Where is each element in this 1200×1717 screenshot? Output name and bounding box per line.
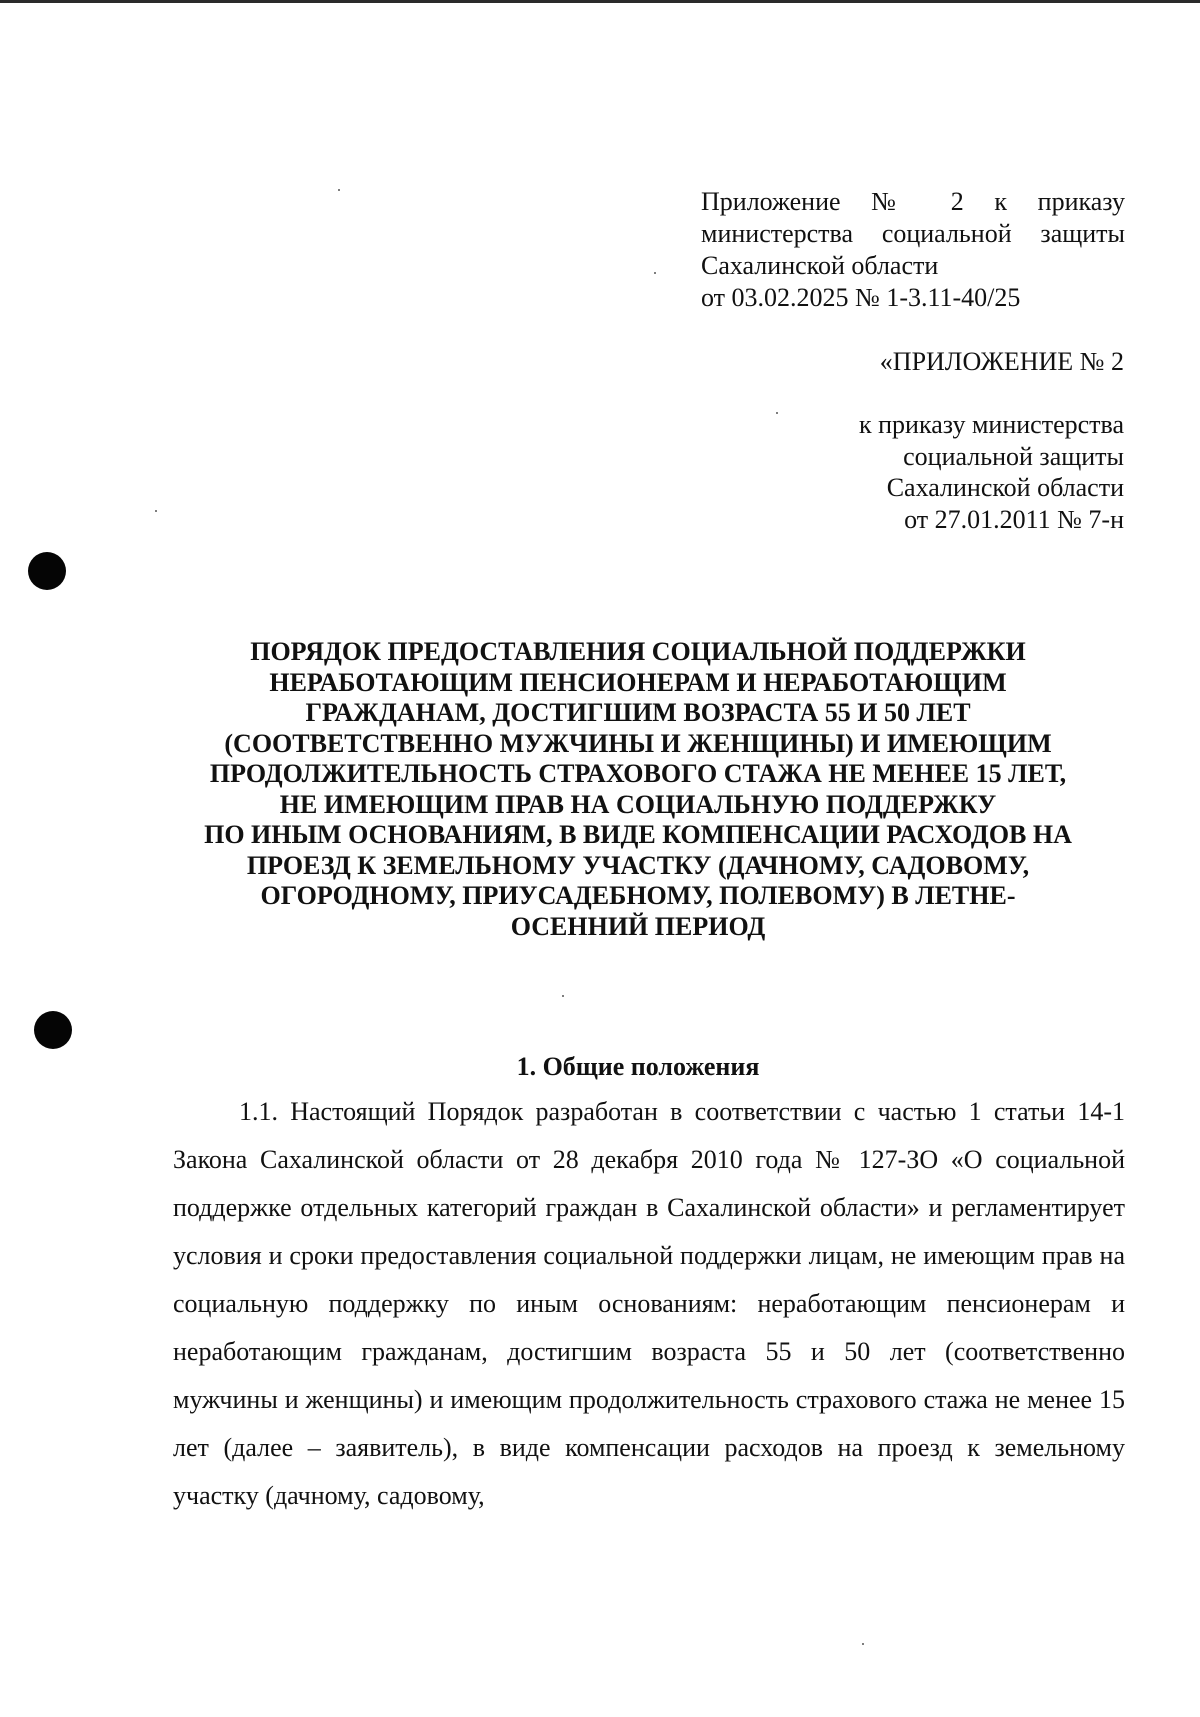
title-line: ПО ИНЫМ ОСНОВАНИЯМ, В ВИДЕ КОМПЕНСАЦИИ РАСХОДОВ НА — [204, 820, 1072, 849]
punch-hole-lower — [34, 1011, 72, 1049]
title-line: ПОРЯДОК ПРЕДОСТАВЛЕНИЯ СОЦИАЛЬНОЙ ПОДДЕРЖКИ — [250, 637, 1026, 666]
section-heading: 1. Общие положения — [516, 1052, 760, 1081]
document-title — [170, 637, 1106, 942]
body-paragraph: 1.1. Настоящий Порядок разработан в соответствии с частью 1 статьи 14-1 Закона Сахалинской области от 28 декабря 2010 года № 127-ЗО «О социальной поддержке отдельных категорий граждан в Сахалинской области» и регламентирует условия и сроки предоставления социальной поддержки лицам, не имеющим прав на социальную поддержку по иным основаниям: неработающим пенсионерам и неработающим гражданам, достигшим возраста 55 и 50 лет (соответственно мужчины и женщины) и имеющим продолжительность страхового стажа не менее 15 лет (далее – заявитель), в виде компенсации расходов на проезд к земельному участку (дачному, садовому, — [173, 1097, 1125, 1510]
scan-speck — [338, 189, 340, 191]
title-line: ОСЕННИЙ ПЕРИОД — [510, 911, 766, 941]
scan-speck — [862, 1643, 864, 1645]
title-line: НЕ ИМЕЮЩИМ ПРАВ НА СОЦИАЛЬНУЮ ПОДДЕРЖКУ — [279, 789, 997, 819]
appendix-line: Сахалинской области — [886, 473, 1124, 502]
approval-line: Сахалинской области — [701, 251, 939, 280]
title-line: (СООТВЕТСТВЕННО МУЖЧИНЫ И ЖЕНЩИНЫ) И ИМЕЮЩИМ — [224, 728, 1052, 758]
approval-block — [701, 186, 1125, 314]
approval-line: министерства социальной защиты — [701, 219, 1125, 248]
scan-speck — [776, 412, 778, 414]
appendix-line: от 27.01.2011 № 7-н — [904, 504, 1124, 534]
scan-speck — [155, 510, 157, 512]
scan-speck — [654, 272, 656, 274]
appendix-line: социальной защиты — [903, 441, 1124, 471]
appendix-reference — [804, 409, 1124, 535]
approval-line: от 03.02.2025 № 1-3.11-40/25 — [701, 283, 1021, 312]
appendix-label: «ПРИЛОЖЕНИЕ № 2 — [879, 347, 1124, 376]
scan-speck — [562, 995, 564, 997]
approval-line: Приложение № 2 к приказу — [701, 187, 1125, 216]
title-line: НЕРАБОТАЮЩИМ ПЕНСИОНЕРАМ И НЕРАБОТАЮЩИМ — [269, 667, 1007, 697]
scan-top-edge — [0, 0, 1200, 3]
title-line: ГРАЖДАНАМ, ДОСТИГШИМ ВОЗРАСТА 55 И 50 ЛЕТ — [305, 698, 971, 727]
punch-hole-upper — [28, 552, 66, 590]
title-line: ПРОЕЗД К ЗЕМЕЛЬНОМУ УЧАСТКУ (ДАЧНОМУ, САДОВОМУ, — [246, 850, 1030, 880]
appendix-line: к приказу министерства — [859, 410, 1124, 439]
title-line: ОГОРОДНОМУ, ПРИУСАДЕБНОМУ, ПОЛЕВОМУ) В ЛЕТНЕ- — [260, 881, 1016, 910]
title-line: ПРОДОЛЖИТЕЛЬНОСТЬ СТРАХОВОГО СТАЖА НЕ МЕНЕЕ 15 ЛЕТ, — [209, 759, 1067, 788]
